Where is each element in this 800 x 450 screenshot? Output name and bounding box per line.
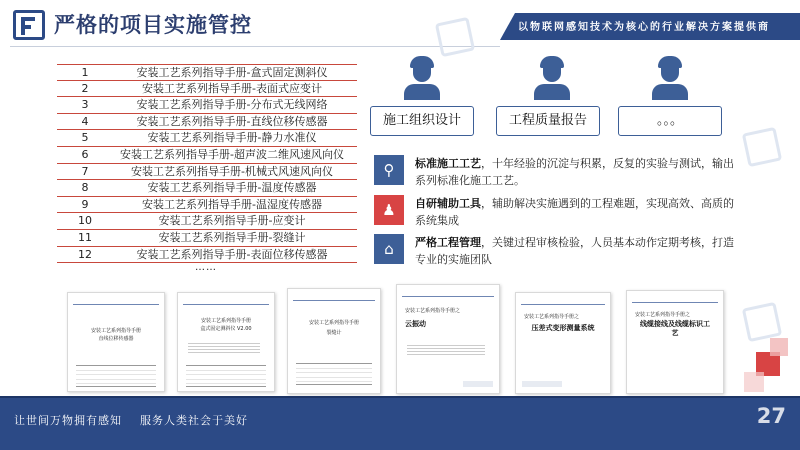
feature-heading: 标准施工工艺 (415, 157, 481, 170)
list-item (57, 147, 357, 164)
row-title: 安装工艺系列指导手册-表面位移传感器 (136, 247, 328, 261)
thumbnail-title: 盒式固定测斜仪 V2.00 (200, 326, 252, 332)
feature-body: ，辅助解决实施遇到的工程难题，实现高效、高质的系统集成 (415, 197, 734, 227)
thumbnail-caption: 安装工艺系列指导手册 (90, 328, 141, 334)
list-item (57, 64, 357, 81)
row-number: 9 (81, 197, 89, 211)
manual-thumbnail (67, 292, 165, 392)
thumbnail-title: 裂缝计 (326, 330, 342, 336)
thumbnail-caption: 安装工艺系列指导手册之 (405, 308, 461, 314)
page-number: 27 (756, 404, 786, 428)
row-title: 安装工艺系列指导手册-静力水准仪 (147, 131, 317, 145)
decor-square (770, 338, 788, 356)
tagline: 以物联网感知技术为核心的行业解决方案提供商 (518, 22, 770, 33)
row-title: 安装工艺系列指导手册-分布式无线网络 (136, 98, 328, 112)
row-title: 安装工艺系列指导手册-表面式应变计 (142, 81, 322, 95)
home-icon: ⌂ (374, 234, 404, 264)
list-item (57, 213, 357, 230)
row-number: 10 (78, 214, 92, 228)
thumbnail-title: 压差式变形测量系统 (531, 324, 595, 332)
doc-box-quality-report: 工程质量报告 (496, 106, 600, 136)
footer-top-line (0, 396, 800, 398)
thumbnail-caption: 安装工艺系列指导手册 (308, 320, 359, 326)
row-number: 12 (78, 247, 92, 261)
manual-list (57, 64, 357, 263)
list-item (57, 164, 357, 181)
list-item (57, 247, 357, 264)
thumbnail-title: 直线位移传感器 (98, 336, 134, 342)
thumbnail-caption: 安装工艺系列指导手册之 (524, 314, 580, 320)
feature-text (415, 195, 740, 229)
doc-box-construction-design: 施工组织设计 (370, 106, 474, 136)
header-divider (10, 46, 500, 47)
feature-body: ，十年经验的沉淀与积累，反复的实验与测试，输出系列标准化施工工艺。 (415, 157, 734, 187)
list-item (57, 180, 357, 197)
page-title: 严格的项目实施管控 (54, 13, 252, 37)
decor-square (744, 372, 764, 392)
thumbnail-title: 线缆接线及线缆标识工艺 (640, 320, 710, 337)
manual-thumbnail (177, 292, 275, 392)
row-title: 安装工艺系列指导手册-应变计 (158, 214, 306, 228)
row-number: 4 (81, 114, 89, 128)
list-item (57, 230, 357, 247)
search-icon: ⚲ (374, 155, 404, 185)
feature-text (415, 155, 740, 189)
feature-heading: 严格工程管理 (415, 236, 481, 249)
list-item (57, 81, 357, 98)
manual-thumbnail (515, 292, 611, 394)
manual-thumbnail (396, 284, 500, 394)
row-title: 安装工艺系列指导手册-温湿度传感器 (142, 197, 322, 211)
list-ellipsis: …… (195, 262, 217, 273)
row-title: 安装工艺系列指导手册-超声波二维风速风向仪 (120, 147, 344, 161)
footer-slogan: 让世间万物拥有感知 服务人类社会于美好 (14, 414, 248, 427)
row-title: 安装工艺系列指导手册-盒式固定测斜仪 (136, 66, 328, 79)
worker-icon (404, 56, 440, 100)
thumbnail-caption: 安装工艺系列指导手册 (200, 318, 251, 324)
worker-icon (534, 56, 570, 100)
row-number: 11 (78, 230, 92, 244)
list-item (57, 97, 357, 114)
watermark-logo (742, 302, 782, 342)
list-item (57, 197, 357, 214)
row-number: 7 (81, 164, 89, 178)
row-number: 5 (81, 131, 89, 145)
row-number: 2 (81, 81, 89, 95)
worker-icon (652, 56, 688, 100)
company-logo (13, 10, 45, 40)
thumbnail-title: 云振动 (405, 320, 426, 328)
watermark-logo (435, 17, 475, 57)
row-title: 安装工艺系列指导手册-温度传感器 (147, 181, 317, 195)
row-title: 安装工艺系列指导手册-裂缝计 (158, 230, 306, 244)
feature-text (415, 234, 740, 268)
doc-box-more: 。。。 (618, 106, 722, 136)
row-number: 1 (81, 66, 89, 79)
feature-body: ，关键过程审核检验，人员基本动作定期考核，打造专业的实施团队 (415, 236, 734, 266)
manual-thumbnail (287, 288, 381, 394)
thumbnail-caption: 安装工艺系列指导手册之 (635, 312, 691, 318)
row-number: 3 (81, 98, 89, 112)
row-title: 安装工艺系列指导手册-直线位移传感器 (136, 114, 328, 128)
row-title: 安装工艺系列指导手册-机械式风速风向仪 (131, 164, 333, 178)
watermark-logo (742, 127, 782, 167)
row-number: 8 (81, 181, 89, 195)
list-item (57, 114, 357, 131)
person-icon: ♟ (374, 195, 404, 225)
feature-heading: 自研辅助工具 (415, 197, 481, 210)
row-number: 6 (81, 147, 89, 161)
manual-thumbnail (626, 290, 724, 394)
list-item (57, 130, 357, 147)
